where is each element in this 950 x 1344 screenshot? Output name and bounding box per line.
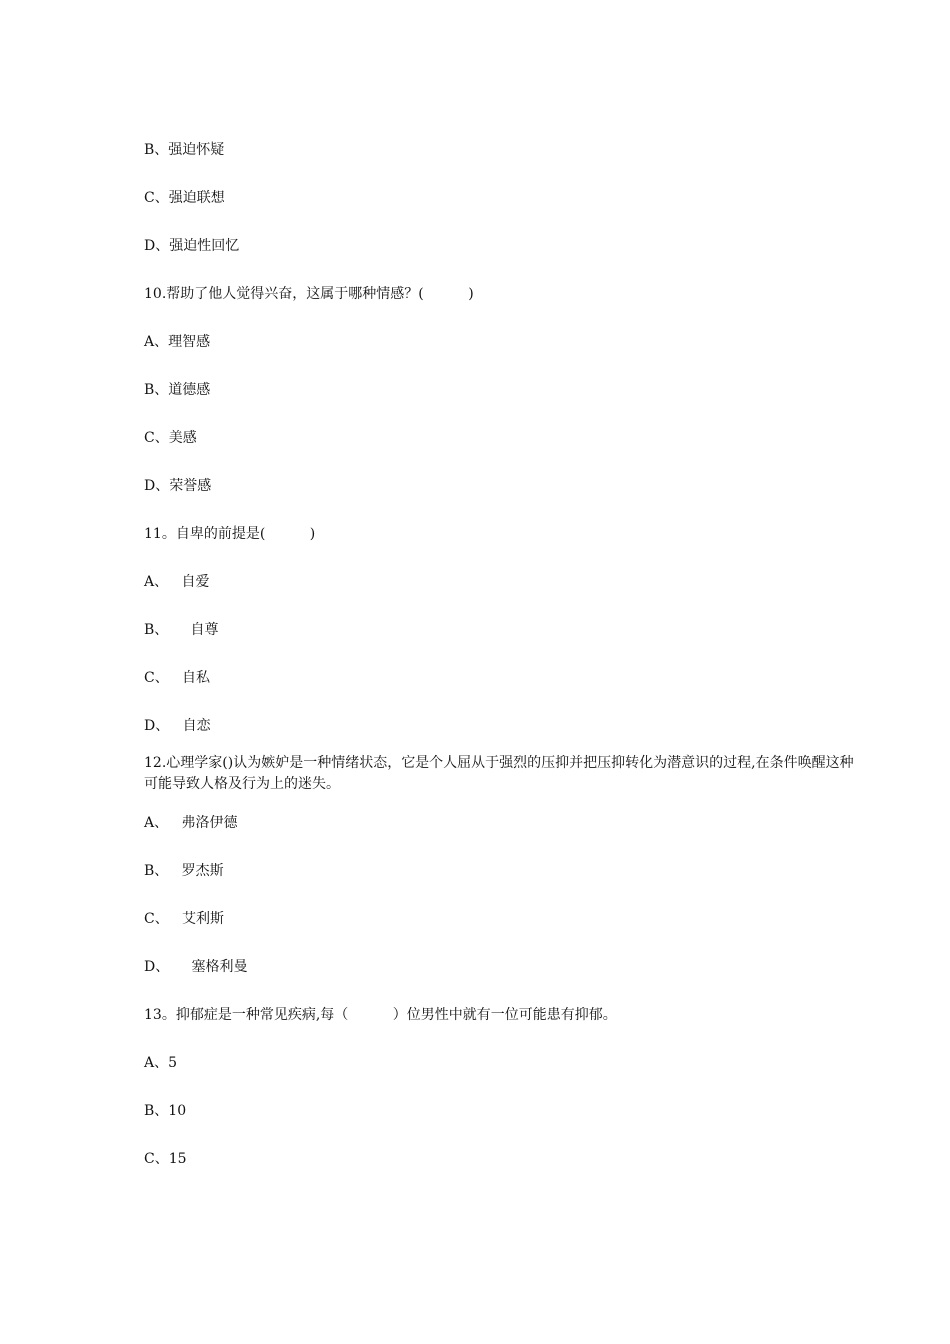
q12-option-d: D、 塞格利曼 [144, 959, 248, 975]
question-12-line-2: 可能导致人格及行为上的迷失。 [144, 776, 340, 792]
q10-option-c: C、美感 [144, 430, 197, 446]
q12-option-c: C、 艾利斯 [144, 911, 225, 927]
q10-option-b: B、道德感 [144, 382, 211, 398]
q9-option-b: B、强迫怀疑 [144, 142, 225, 158]
q11-option-c: C、 自私 [144, 670, 211, 686]
q11-option-a: A、 自爱 [144, 574, 210, 590]
q9-option-d: D、强迫性回忆 [144, 238, 240, 254]
q11-option-b: B、 自尊 [144, 622, 219, 638]
q10-option-d: D、荣誉感 [144, 478, 212, 494]
question-11: 11。自卑的前提是( ) [144, 526, 316, 542]
q12-option-a: A、 弗洛伊德 [144, 815, 238, 831]
q13-option-c: C、15 [144, 1151, 187, 1167]
q12-option-b: B、 罗杰斯 [144, 863, 224, 879]
question-13: 13。抑郁症是一种常见疾病,每（ ）位男性中就有一位可能患有抑郁。 [144, 1007, 617, 1023]
q13-option-b: B、10 [144, 1103, 187, 1119]
question-10: 10.帮助了他人觉得兴奋，这属于哪种情感？( ) [144, 286, 474, 302]
q9-option-c: C、强迫联想 [144, 190, 225, 206]
q11-option-d: D、 自恋 [144, 718, 211, 734]
q10-option-a: A、理智感 [144, 334, 211, 350]
question-12-line-1: 12.心理学家()认为嫉妒是一种情绪状态，它是个人屈从于强烈的压抑并把压抑转化为潜意识的过程,在条件唤醒这种 [144, 755, 854, 771]
q13-option-a: A、5 [144, 1055, 178, 1071]
